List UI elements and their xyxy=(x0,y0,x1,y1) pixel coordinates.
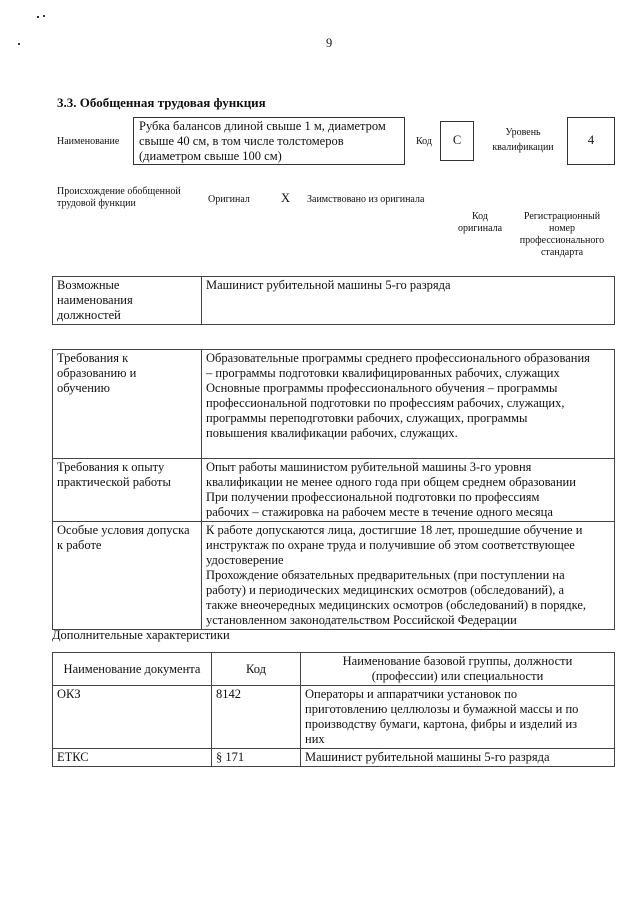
req-label xyxy=(53,459,202,522)
reg-number-line: Регистрационный xyxy=(523,211,601,222)
name-value-line: (диаметром свыше 100 см) xyxy=(139,149,282,163)
code-value: C xyxy=(452,133,462,147)
extra-name-line: приготовлению целлюлозы и бумажной массы и по xyxy=(305,702,579,716)
req-label-line: Требования к опыту xyxy=(57,460,165,474)
table-row xyxy=(53,522,615,630)
name-value-line: свыше 40 см, в том числе толстомеров xyxy=(139,134,344,148)
reg-number-line: профессионального xyxy=(519,235,605,246)
req-value-line: К работе допускаются лица, достигшие 18 лет, прошедшие обучение и xyxy=(206,523,583,537)
positions-value: Машинист рубительной машины 5-го разряда xyxy=(202,277,615,325)
extra-name-line: них xyxy=(305,732,325,746)
table-row xyxy=(53,686,615,749)
req-value-line: рабочих – стажировка на рабочем месте в течение одного месяца xyxy=(206,505,553,519)
page-number: 9 xyxy=(326,36,333,50)
req-label-line: Особые условия допуска xyxy=(57,523,190,537)
origin-borrowed: Заимствовано из оригинала xyxy=(307,194,425,205)
origin-label xyxy=(57,186,181,210)
table-row xyxy=(53,350,615,459)
positions-label xyxy=(53,277,202,325)
reg-number-line: стандарта xyxy=(540,247,584,258)
name-value-line: Рубка балансов длиной свыше 1 м, диаметром xyxy=(139,119,386,133)
scan-speck xyxy=(43,15,45,17)
extra-header-name-line: (профессии) или специальности xyxy=(371,669,544,683)
table-row xyxy=(53,653,615,686)
origin-label-line: Происхождение обобщенной xyxy=(57,186,181,197)
extra-header-code: Код xyxy=(212,653,301,686)
positions-label-line: наименования xyxy=(57,293,133,307)
req-value xyxy=(202,459,615,522)
requirements-table xyxy=(52,349,615,630)
req-value-line: программы переподготовки рабочих, служащих, программы xyxy=(206,411,528,425)
req-value-line: инструктаж по охране труда и получившие об этом соответствующее xyxy=(206,538,575,552)
extra-code: § 171 xyxy=(212,749,301,767)
section-title: 3.3. Обобщенная трудовая функция xyxy=(57,95,266,110)
positions-label-line: Возможные xyxy=(57,278,120,292)
extra-name xyxy=(301,686,615,749)
req-value xyxy=(202,350,615,459)
req-value-line: Прохождение обязательных предварительных (при поступлении на xyxy=(206,568,565,582)
extra-title: Дополнительные характеристики xyxy=(52,628,230,642)
req-label xyxy=(53,350,202,459)
extra-header-doc: Наименование документа xyxy=(53,653,212,686)
origin-original: Оригинал xyxy=(208,194,250,205)
level-label-line: Уровень xyxy=(505,127,541,138)
reg-number-line: номер xyxy=(549,223,575,234)
table-row xyxy=(53,459,615,522)
level-label-line: квалификации xyxy=(492,142,554,153)
req-value-line: удостоверение xyxy=(206,553,284,567)
level-label xyxy=(484,127,562,154)
name-label: Наименование xyxy=(57,136,120,147)
code-original-line: Код xyxy=(472,211,488,222)
req-value-line: квалификации не менее одного года при общем среднем образовании xyxy=(206,475,576,489)
req-value-line: работу) и периодических медицинских осмотров (обследований), а xyxy=(206,583,565,597)
req-label-line: обучению xyxy=(57,381,110,395)
req-value-line: профессиональной подготовки по профессиям рабочих, служащих, xyxy=(206,396,565,410)
req-label xyxy=(53,522,202,630)
req-value xyxy=(202,522,615,630)
req-label-line: к работе xyxy=(57,538,102,552)
req-label-line: образованию и xyxy=(57,366,137,380)
extra-doc: ОКЗ xyxy=(53,686,212,749)
req-label-line: практической работы xyxy=(57,475,171,489)
req-value-line: Опыт работы машинистом рубительной машины 3-го уровня xyxy=(206,460,532,474)
extra-name-line: производству бумаги, картона, фибры и изделий из xyxy=(305,717,578,731)
req-value-line: Образовательные программы среднего профессионального образования xyxy=(206,351,590,365)
req-value-line: – программы подготовки квалифицированных рабочих, служащих xyxy=(206,366,560,380)
req-value-line: При получении профессиональной подготовки по профессиям xyxy=(206,490,540,504)
extra-header-name-line: Наименование базовой группы, должности xyxy=(342,654,573,668)
table-row xyxy=(53,749,615,767)
extra-header-name xyxy=(301,653,615,686)
code-original-label xyxy=(452,211,508,235)
level-value: 4 xyxy=(587,133,595,147)
code-label: Код xyxy=(416,136,432,147)
positions-label-line: должностей xyxy=(57,308,121,322)
extra-name-line: Операторы и аппаратчики установок по xyxy=(305,687,518,701)
extra-name: Машинист рубительной машины 5-го разряда xyxy=(301,749,615,767)
req-value-line: также внеочередных медицинских осмотров (обследований) в порядке, xyxy=(206,598,587,612)
req-value-line: повышения квалификации рабочих, служащих. xyxy=(206,426,458,440)
scan-speck xyxy=(37,16,39,18)
reg-number-label xyxy=(512,211,612,259)
extra-table xyxy=(52,652,615,767)
req-value-line: установленном законодательством Российской Федерации xyxy=(206,613,517,627)
scan-speck xyxy=(18,43,20,45)
origin-label-line: трудовой функции xyxy=(57,198,136,209)
name-value xyxy=(139,119,401,164)
extra-doc: ЕТКС xyxy=(53,749,212,767)
code-original-line: оригинала xyxy=(457,223,503,234)
positions-table xyxy=(52,276,615,325)
table-row xyxy=(53,277,615,325)
origin-mark: X xyxy=(281,191,291,205)
req-label-line: Требования к xyxy=(57,351,129,365)
extra-code: 8142 xyxy=(212,686,301,749)
req-value-line: Основные программы профессионального обучения – программы xyxy=(206,381,558,395)
